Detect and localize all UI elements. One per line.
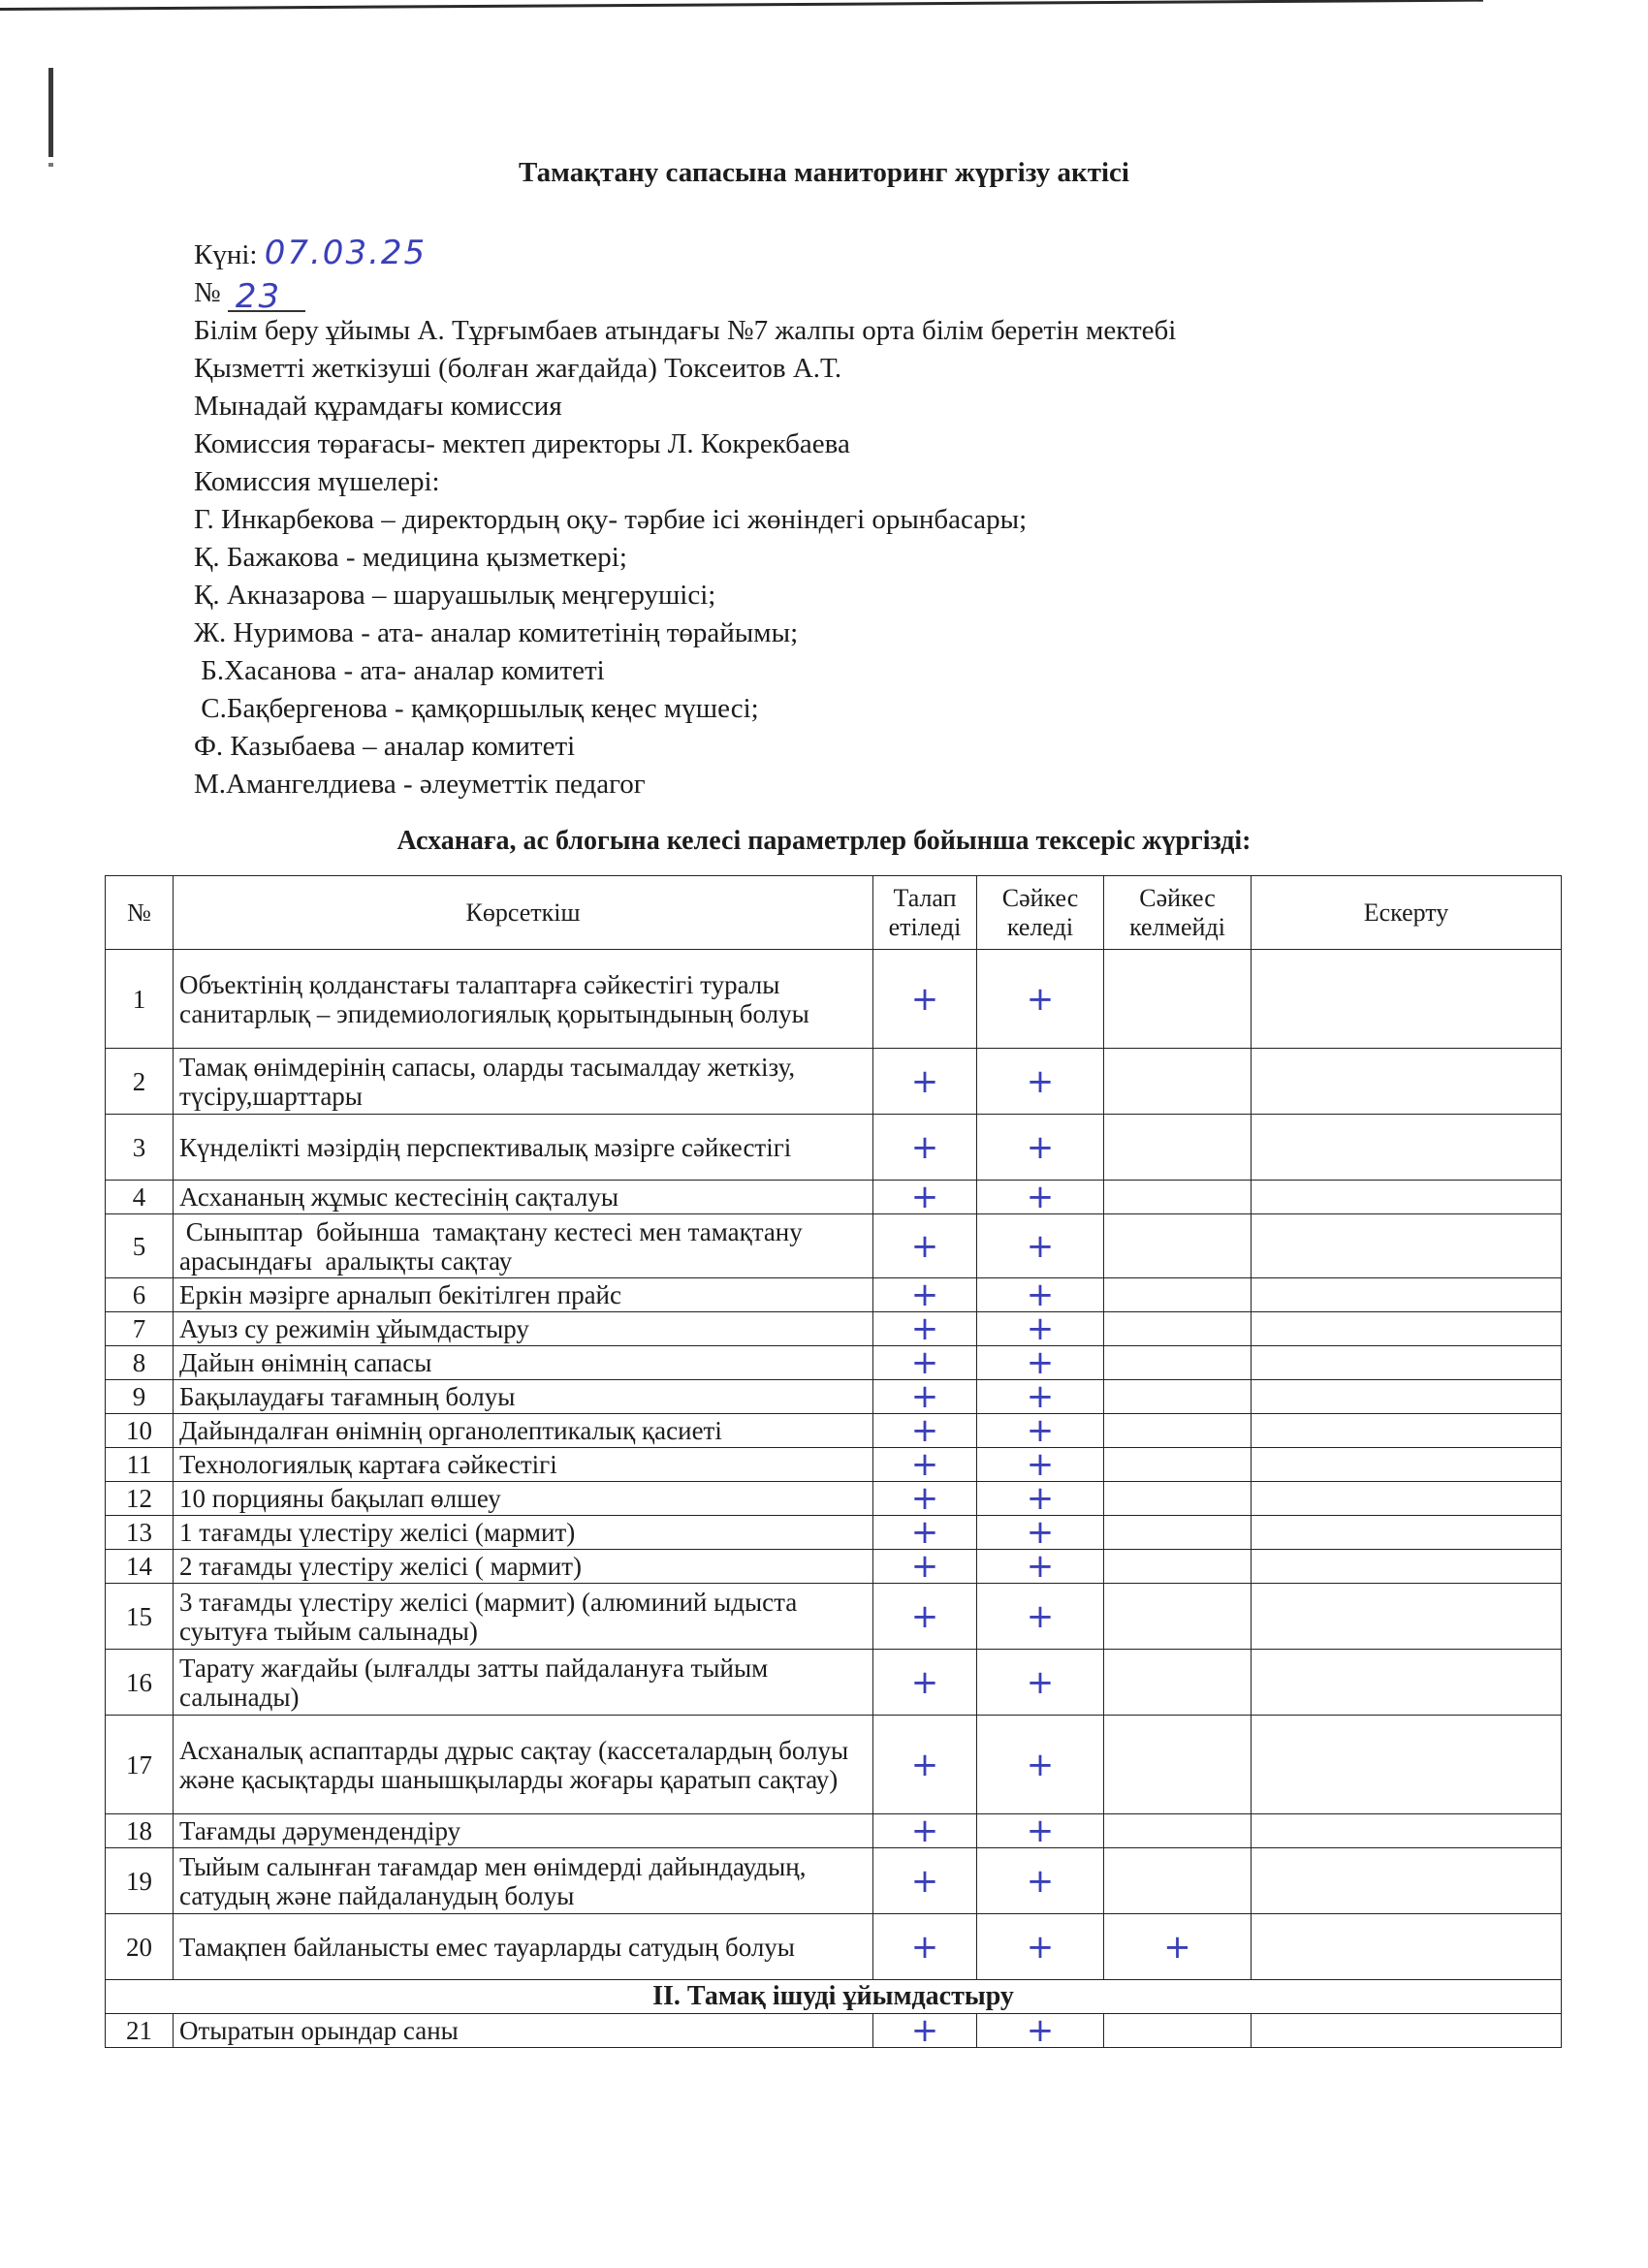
row-indicator: 2 тағамды үлестіру желісі ( мармит): [174, 1550, 873, 1584]
table-row: [106, 1049, 1562, 1115]
header-indicator: Көрсеткіш: [174, 876, 873, 950]
table-row: [106, 1650, 1562, 1716]
row-num: 4: [106, 1181, 174, 1214]
row-indicator: Тыйым салынған тағамдар мен өнімдерді дайындаудың, сатудың және пайдаланудың болуы: [174, 1848, 873, 1914]
table-row: [106, 1814, 1562, 1848]
row-note: [1252, 1516, 1562, 1550]
matches-mark: +: [977, 1115, 1104, 1181]
row-note: [1252, 1814, 1562, 1848]
row-num: 5: [106, 1214, 174, 1278]
row-note: [1252, 1380, 1562, 1414]
row-note: [1252, 950, 1562, 1049]
matches-mark: +: [977, 1516, 1104, 1550]
matches-mark: +: [977, 1914, 1104, 1980]
row-indicator: Тарату жағдайы (ылғалды затты пайдалануға тыйым салынады): [174, 1650, 873, 1716]
required-mark: +: [873, 1914, 977, 1980]
row-indicator: Күнделікті мәзірдің перспективалық мәзірге сәйкестігі: [174, 1115, 873, 1181]
number-row: [194, 274, 1406, 316]
matches-mark: +: [977, 1312, 1104, 1346]
table-row: [106, 1346, 1562, 1380]
table-row: [106, 1848, 1562, 1914]
row-indicator: Отыратын орындар саны: [174, 2014, 873, 2048]
row-indicator: Асханалық аспаптарды дұрыс сақтау (кассеталардың болуы және қасықтарды шанышқыларды жоғары қаратып сақтау): [174, 1716, 873, 1814]
row-num: 12: [106, 1482, 174, 1516]
table-title: Асханаға, ас блогына келесі параметрлер бойынша тексеріс жүргізді:: [396, 826, 1252, 856]
number-label: №: [194, 277, 221, 308]
row-num: 16: [106, 1650, 174, 1716]
row-num: 14: [106, 1550, 174, 1584]
table-row: [106, 1448, 1562, 1482]
row-note: [1252, 1346, 1562, 1380]
not-matches-mark: [1104, 1414, 1252, 1448]
matches-mark: +: [977, 1181, 1104, 1214]
member-line: Б.Хасанова - ата- аналар комитеті: [194, 655, 605, 686]
required-mark: +: [873, 1049, 977, 1115]
row-note: [1252, 1482, 1562, 1516]
not-matches-mark: [1104, 1448, 1252, 1482]
required-mark: +: [873, 1312, 977, 1346]
row-note: [1252, 1214, 1562, 1278]
required-mark: +: [873, 2014, 977, 2048]
table-row: [106, 1550, 1562, 1584]
not-matches-mark: +: [1104, 1914, 1252, 1980]
member-line: Ф. Казыбаева – аналар комитеті: [194, 731, 576, 762]
required-mark: +: [873, 1550, 977, 1584]
member-line: Қ. Акназарова – шаруашылық меңгерушісі;: [194, 580, 716, 611]
row-num: 9: [106, 1380, 174, 1414]
row-indicator: Асхананың жұмыс кестесінің сақталуы: [174, 1181, 873, 1214]
row-num: 10: [106, 1414, 174, 1448]
row-note: [1252, 1278, 1562, 1312]
required-mark: +: [873, 1716, 977, 1814]
row-indicator: Сыныптар бойынша тамақтану кестесі мен тамақтану арасындағы аралықты сақтау: [174, 1214, 873, 1278]
member-line: Ж. Нуримова - ата- аналар комитетінің төрайымы;: [194, 617, 799, 648]
table-row: [106, 1181, 1562, 1214]
table-row: [106, 1716, 1562, 1814]
matches-mark: +: [977, 1550, 1104, 1584]
row-indicator: Тағамды дәрумендендіру: [174, 1814, 873, 1848]
header-matches: Сәйкес келеді: [977, 876, 1104, 950]
not-matches-mark: [1104, 1482, 1252, 1516]
document-title: Тамақтану сапасына маниторинг жүргізу актісі: [519, 157, 1129, 188]
date-value: 07.03.25: [264, 234, 428, 272]
not-matches-mark: [1104, 1115, 1252, 1181]
row-num: 11: [106, 1448, 174, 1482]
required-mark: +: [873, 1181, 977, 1214]
row-note: [1252, 1716, 1562, 1814]
table-row: [106, 1115, 1562, 1181]
row-indicator: Дайын өнімнің сапасы: [174, 1346, 873, 1380]
table-row: [106, 1516, 1562, 1550]
row-indicator: Бақылаудағы тағамның болуы: [174, 1380, 873, 1414]
row-num: 3: [106, 1115, 174, 1181]
scan-edge-line: [0, 0, 1483, 11]
row-note: [1252, 1650, 1562, 1716]
required-mark: +: [873, 1214, 977, 1278]
row-indicator: 3 тағамды үлестіру желісі (мармит) (алюминий ыдыста суытуға тыйым салынады): [174, 1584, 873, 1650]
chairman-line: Комиссия төрағасы- мектеп директоры Л. Кокрекбаева: [194, 428, 850, 459]
required-mark: +: [873, 1380, 977, 1414]
inspection-table: [105, 875, 1562, 2048]
not-matches-mark: [1104, 1814, 1252, 1848]
row-num: 8: [106, 1346, 174, 1380]
matches-mark: +: [977, 1214, 1104, 1278]
required-mark: +: [873, 1278, 977, 1312]
table-row: [106, 1214, 1562, 1278]
row-note: [1252, 1115, 1562, 1181]
not-matches-mark: [1104, 1716, 1252, 1814]
header-num: №: [106, 876, 174, 950]
section-title: II. Тамақ ішуді ұйымдастыру: [106, 1980, 1562, 2014]
not-matches-mark: [1104, 1550, 1252, 1584]
required-mark: +: [873, 1650, 977, 1716]
matches-mark: +: [977, 2014, 1104, 2048]
not-matches-mark: [1104, 1278, 1252, 1312]
matches-mark: +: [977, 1448, 1104, 1482]
row-note: [1252, 1049, 1562, 1115]
row-num: 18: [106, 1814, 174, 1848]
required-mark: +: [873, 1814, 977, 1848]
row-num: 2: [106, 1049, 174, 1115]
row-indicator: Технологиялық картаға сәйкестігі: [174, 1448, 873, 1482]
table-row: [106, 1278, 1562, 1312]
row-indicator: Объектінің қолданстағы талаптарға сәйкестігі туралы санитарлық – эпидемиологиялық қорытындының болуы: [174, 950, 873, 1049]
row-indicator: Еркін мәзірге арналып бекітілген прайс: [174, 1278, 873, 1312]
row-note: [1252, 1414, 1562, 1448]
matches-mark: +: [977, 1482, 1104, 1516]
row-note: [1252, 1550, 1562, 1584]
not-matches-mark: [1104, 2014, 1252, 2048]
row-note: [1252, 2014, 1562, 2048]
not-matches-mark: [1104, 1181, 1252, 1214]
member-line: М.Амангелдиева - әлеуметтік педагог: [194, 769, 646, 800]
table-row: [106, 1914, 1562, 1980]
date-label: Күні:: [194, 239, 258, 270]
row-indicator: 1 тағамды үлестіру желісі (мармит): [174, 1516, 873, 1550]
section-row: [106, 1980, 1562, 2014]
table-row: [106, 1380, 1562, 1414]
matches-mark: +: [977, 1716, 1104, 1814]
required-mark: +: [873, 1414, 977, 1448]
matches-mark: +: [977, 1414, 1104, 1448]
matches-mark: +: [977, 1278, 1104, 1312]
not-matches-mark: [1104, 1584, 1252, 1650]
header-note: Ескерту: [1252, 876, 1562, 950]
document-header: [194, 235, 1406, 803]
matches-mark: +: [977, 1380, 1104, 1414]
row-num: 7: [106, 1312, 174, 1346]
matches-mark: +: [977, 1049, 1104, 1115]
row-note: [1252, 1848, 1562, 1914]
not-matches-mark: [1104, 950, 1252, 1049]
row-note: [1252, 1448, 1562, 1482]
date-row: [194, 235, 1406, 274]
row-num: 20: [106, 1914, 174, 1980]
required-mark: +: [873, 1115, 977, 1181]
required-mark: +: [873, 1516, 977, 1550]
required-mark: +: [873, 1848, 977, 1914]
number-value: 23: [235, 277, 282, 316]
not-matches-mark: [1104, 1346, 1252, 1380]
matches-mark: +: [977, 1584, 1104, 1650]
table-row: [106, 1414, 1562, 1448]
row-indicator: Тамақпен байланысты емес тауарларды сатудың болуы: [174, 1914, 873, 1980]
member-line: С.Бақбергенова - қамқоршылық кеңес мүшесі;: [194, 693, 759, 724]
row-num: 15: [106, 1584, 174, 1650]
not-matches-mark: [1104, 1380, 1252, 1414]
matches-mark: +: [977, 950, 1104, 1049]
not-matches-mark: [1104, 1848, 1252, 1914]
row-note: [1252, 1181, 1562, 1214]
required-mark: +: [873, 1482, 977, 1516]
required-mark: +: [873, 1448, 977, 1482]
row-note: [1252, 1312, 1562, 1346]
row-indicator: Ауыз су режимін ұйымдастыру: [174, 1312, 873, 1346]
matches-mark: +: [977, 1848, 1104, 1914]
organization-line: Білім беру ұйымы А. Тұрғымбаев атындағы №7 жалпы орта білім беретін мектебі: [194, 315, 1177, 346]
member-line: Қ. Бажакова - медицина қызметкері;: [194, 542, 627, 573]
table-row: [106, 1482, 1562, 1516]
table-row: [106, 950, 1562, 1049]
not-matches-mark: [1104, 1049, 1252, 1115]
number-underline: [228, 277, 305, 316]
not-matches-mark: [1104, 1214, 1252, 1278]
row-note: [1252, 1584, 1562, 1650]
header-required: Талап етіледі: [873, 876, 977, 950]
required-mark: +: [873, 950, 977, 1049]
table-row: [106, 1312, 1562, 1346]
table-row: [106, 1584, 1562, 1650]
row-note: [1252, 1914, 1562, 1980]
required-mark: +: [873, 1584, 977, 1650]
row-num: 13: [106, 1516, 174, 1550]
matches-mark: +: [977, 1814, 1104, 1848]
members-label: Комиссия мүшелері:: [194, 466, 440, 497]
supplier-line: Қызметті жеткізуші (болған жағдайда) Токсеитов А.Т.: [194, 353, 842, 384]
not-matches-mark: [1104, 1516, 1252, 1550]
row-num: 19: [106, 1848, 174, 1914]
table-row: [106, 2014, 1562, 2048]
row-indicator: Тамақ өнімдерінің сапасы, оларды тасымалдау жеткізу, түсіру,шарттары: [174, 1049, 873, 1115]
scan-margin-mark: [48, 68, 53, 157]
row-num: 17: [106, 1716, 174, 1814]
row-num: 6: [106, 1278, 174, 1312]
required-mark: +: [873, 1346, 977, 1380]
row-indicator: 10 порцияны бақылап өлшеу: [174, 1482, 873, 1516]
row-num: 21: [106, 2014, 174, 2048]
table-header-row: [106, 876, 1562, 950]
matches-mark: +: [977, 1650, 1104, 1716]
not-matches-mark: [1104, 1650, 1252, 1716]
matches-mark: +: [977, 1346, 1104, 1380]
row-indicator: Дайындалған өнімнің органолептикалық қасиеті: [174, 1414, 873, 1448]
commission-intro: Мынадай құрамдағы комиссия: [194, 391, 562, 422]
header-not-matches: Сәйкес келмейді: [1104, 876, 1252, 950]
not-matches-mark: [1104, 1312, 1252, 1346]
row-num: 1: [106, 950, 174, 1049]
member-line: Г. Инкарбекова – директордың оқу- тәрбие ісі жөніндегі орынбасары;: [194, 504, 1028, 535]
